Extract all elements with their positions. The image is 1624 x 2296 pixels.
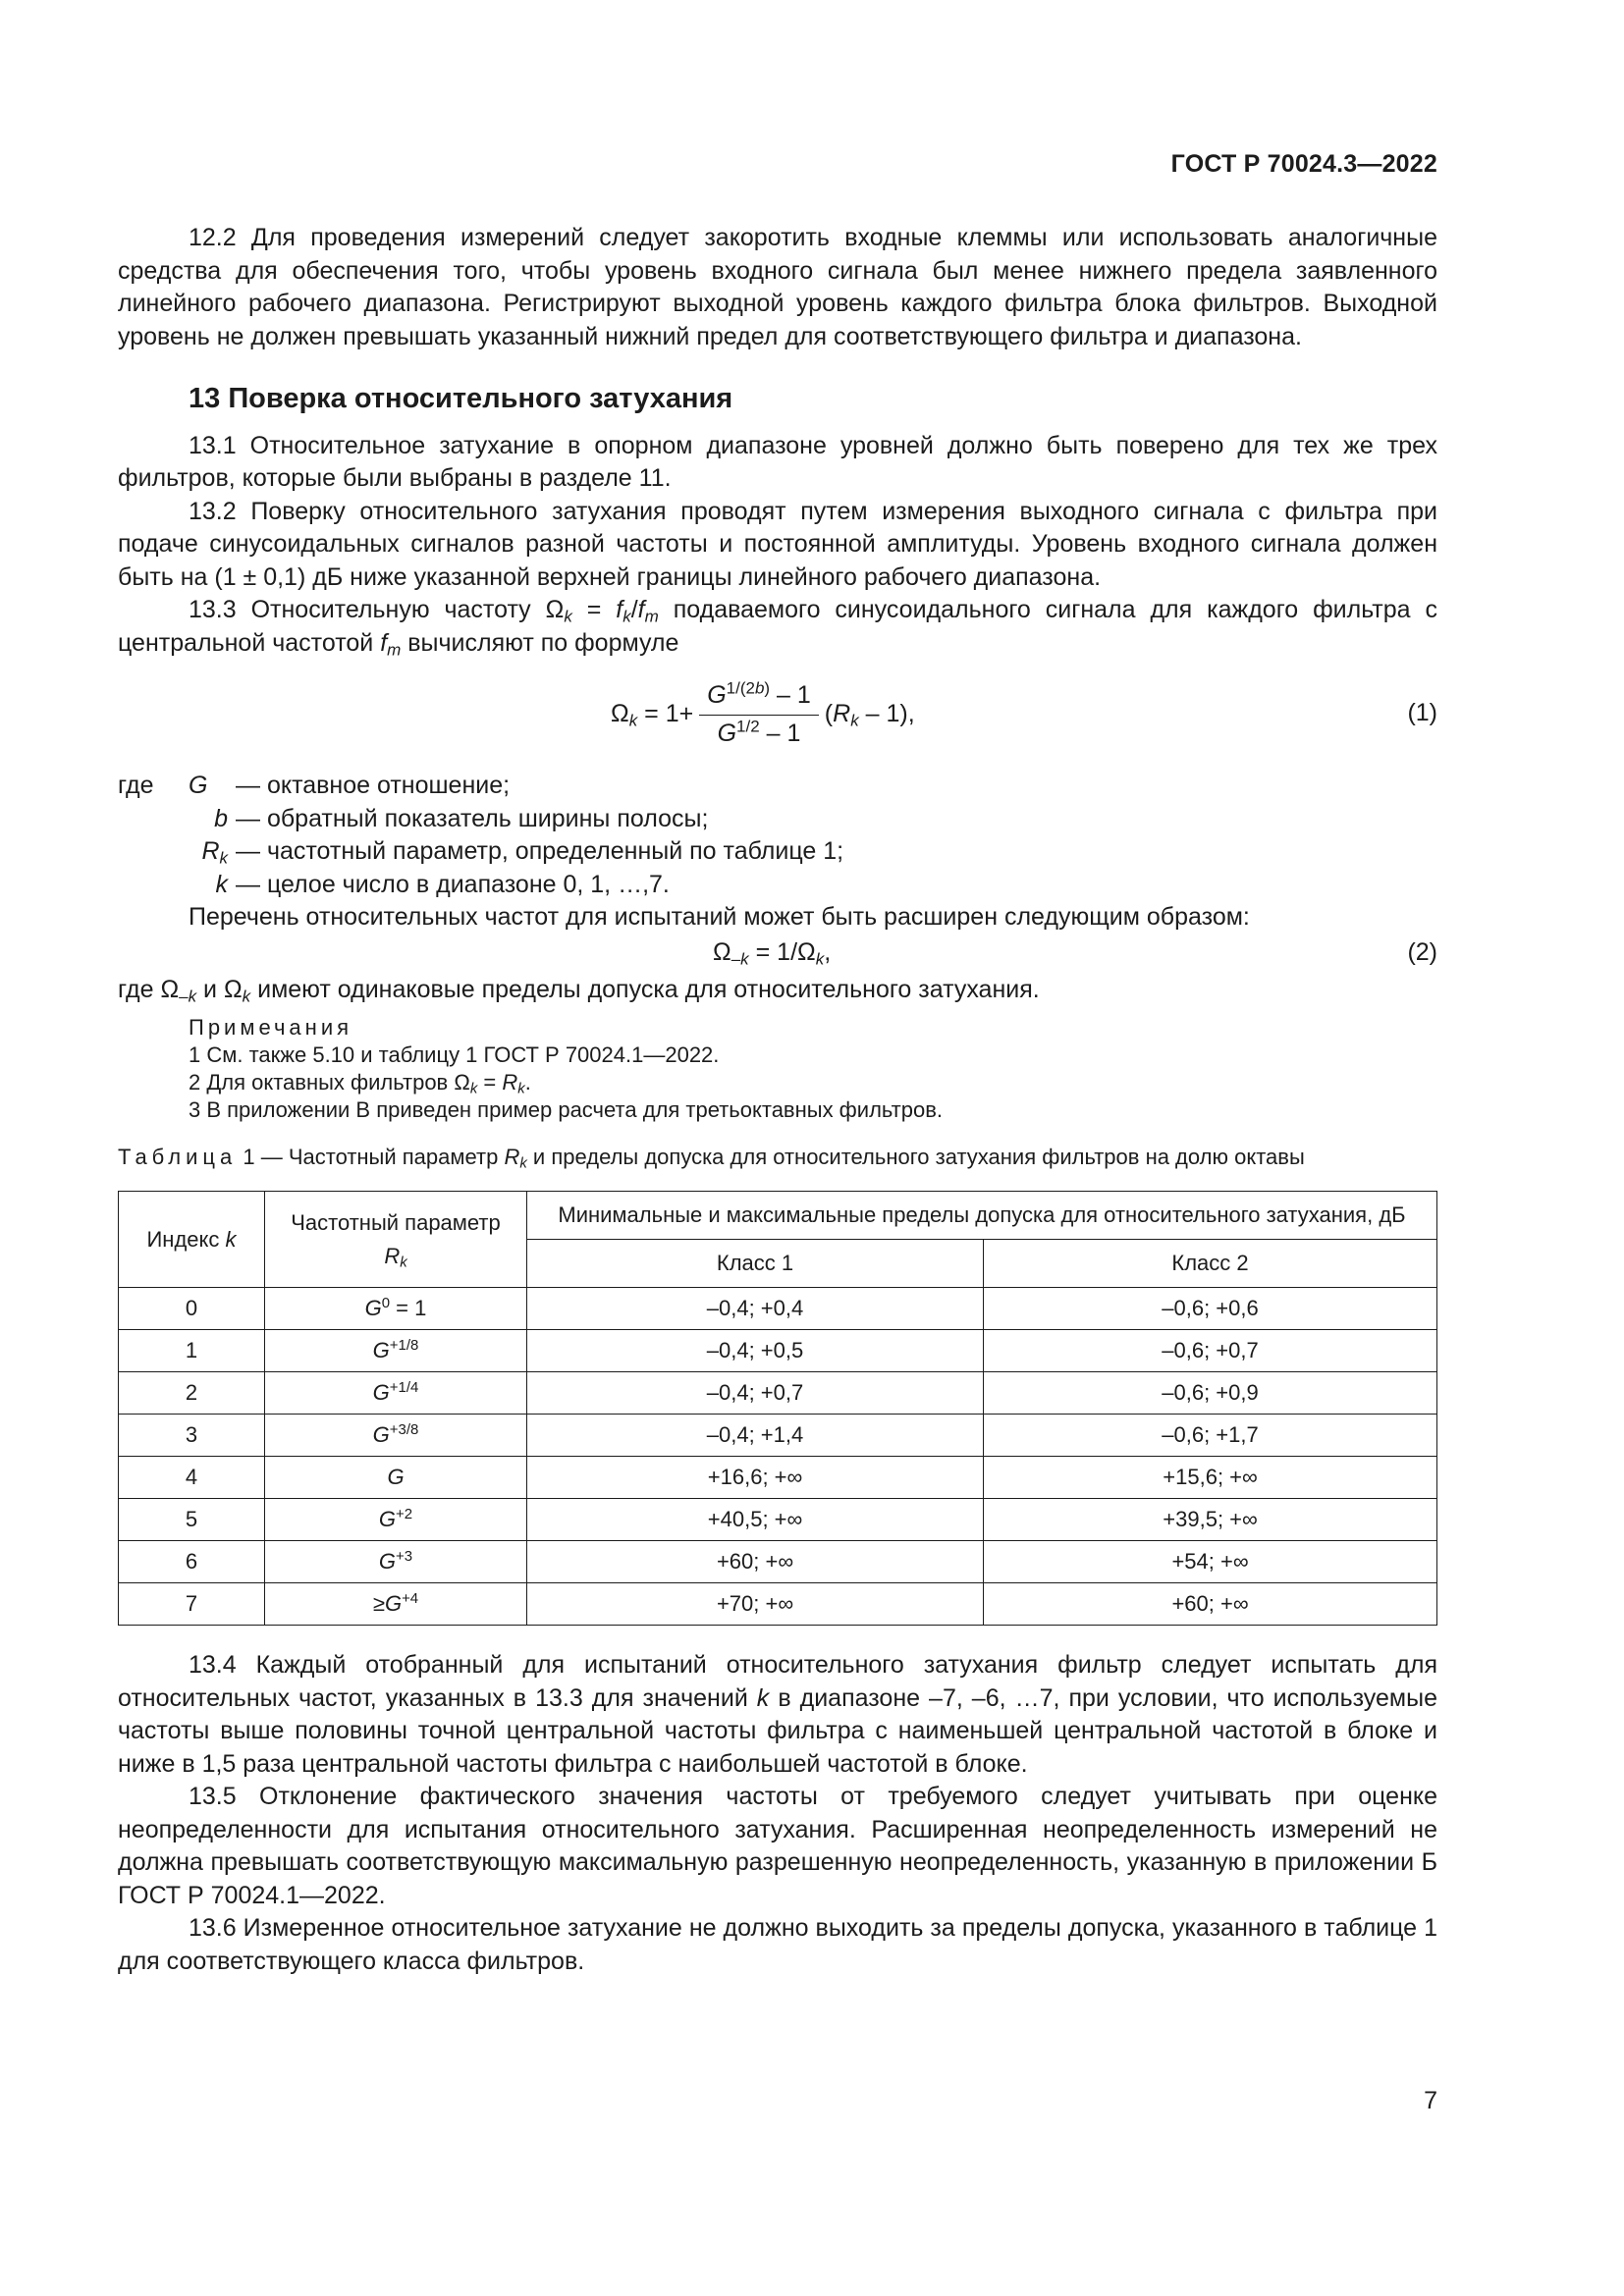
fm-symbol: $f_m$ [380,628,402,659]
param-base: G [372,1422,390,1448]
cell-class2: +54; +∞ [984,1541,1437,1583]
cell-index: 2 [119,1372,265,1415]
cell-class2: +60; +∞ [984,1583,1437,1626]
note-1: 1 См. также 5.10 и таблицу 1 ГОСТ Р 70024.1—2022. [189,1042,720,1067]
param-exponent: +3/8 [389,1421,419,1439]
paragraph-13-4: 13.4 Каждый отобранный для испытаний относительного затухания фильтр следует испытать для относительных частот, указанных в 13.3 для значений k в диапазоне –7, –6, …7, при условии, что используемые частоты выше половины точной центральной частоты фильтра с наименьшей центральной частотой в блоке и ниже в 1,5 раза центральной частоты фильтра с наибольшей частотой в блоке. [118,1651,1437,1778]
cell-index: 6 [119,1541,265,1583]
formula-1-number: (1) [1407,699,1437,726]
param-tail: = 1 [390,1296,427,1321]
table-row [119,1330,1437,1372]
formula-1-fraction: $\frac{G^{1/(2b)} - 1}{G^{1/2} - 1}$ [699,679,819,750]
var-symbol-Rk: $R_k$ [201,837,228,868]
paragraph-extend: Перечень относительных частот для испытаний может быть расширен следующим образом: [189,903,1250,931]
cell-index: 3 [119,1415,265,1457]
variable-definitions [118,770,1437,901]
cell-param [265,1372,527,1415]
cell-class1: +40,5; +∞ [527,1499,984,1541]
cell-index: 7 [119,1583,265,1626]
cell-param [265,1499,527,1541]
formula-2-expression: $\Omega_{-k} = 1/\Omega_k$, [713,937,832,968]
param-base: G [378,1507,397,1532]
var-symbol-k: k [215,870,228,898]
table-row [119,1415,1437,1457]
notes-block [118,1014,1437,1124]
cell-param [265,1457,527,1499]
cell-class2: –0,6; +1,7 [984,1415,1437,1457]
table-header-class2: Класс 2 [984,1240,1437,1288]
cell-class1: –0,4; +0,7 [527,1372,984,1415]
variable-row: b — обратный показатель ширины полосы; [118,803,1437,836]
cell-index: 1 [119,1330,265,1372]
cell-index: 5 [119,1499,265,1541]
table-header-index: Индекс k [119,1192,265,1288]
param-base: G [387,1465,405,1490]
cell-class2: –0,6; +0,6 [984,1288,1437,1330]
table-row [119,1499,1437,1541]
cell-class1: –0,4; +0,5 [527,1330,984,1372]
param-base: ≥G [372,1591,403,1617]
table-header-param: Частотный параметр $R_k$ [265,1192,527,1288]
table-row [119,1288,1437,1330]
cell-param [265,1541,527,1583]
document-body [118,222,1437,1978]
table-row [119,1583,1437,1626]
notes-title: Примечания [189,1015,353,1040]
table-body [119,1288,1437,1626]
param-base: G [378,1549,397,1575]
paragraph-where-2: где $\Omega_{-k}$ и $\Omega_k$ имеют одинаковые пределы допуска для относительного затухания. [118,975,1040,1005]
variable-row: где G — октавное отношение; [118,770,1437,803]
table-row [119,1372,1437,1415]
cell-class1: –0,4; +1,4 [527,1415,984,1457]
section-13-heading: 13 Поверка относительного затухания [189,383,733,414]
variable-row: k — целое число в диапазоне 0, 1, …,7. [118,869,1437,902]
cell-param [265,1288,527,1330]
param-exponent: 0 [381,1295,391,1312]
cell-index: 4 [119,1457,265,1499]
table-caption: Таблица 1 — Частотный параметр $R_k$ и пределы допуска для относительного затухания фильтров на долю октавы [118,1145,1305,1172]
param-base: G [372,1380,390,1406]
cell-param [265,1330,527,1372]
formula-1 [118,664,1437,766]
table-row [119,1541,1437,1583]
cell-param [265,1415,527,1457]
document-header: ГОСТ Р 70024.3—2022 [1170,150,1437,178]
paragraph-13-2: 13.2 Поверку относительного затухания проводят путем измерения выходного сигнала с фильтра при подаче синусоидальных сигналов разной частоты и постоянной амплитуды. Уровень входного сигнала должен быть на (1 ± 0,1) дБ ниже указанной верхней границы линейного рабочего диапазона. [118,497,1437,591]
formula-2 [118,934,1437,974]
param-exponent: +4 [402,1590,419,1608]
tolerance-table [118,1191,1437,1626]
table-header-limits: Минимальные и максимальные пределы допуска для относительного затухания, дБ [527,1192,1437,1240]
var-symbol-G: G [189,772,208,799]
omega-k-symbol: $\Omega_k = f_k/f_m$ [545,596,659,626]
note-3: 3 В приложении В приведен пример расчета для третьоктавных фильтров. [189,1097,944,1122]
cell-class2: +15,6; +∞ [984,1457,1437,1499]
param-exponent: +1/8 [389,1337,419,1355]
paragraph-13-1: 13.1 Относительное затухание в опорном диапазоне уровней должно быть поверено для тех же трех фильтров, которые были выбраны в разделе 11. [118,431,1437,492]
table-row [119,1457,1437,1499]
cell-param [265,1583,527,1626]
param-base: G [372,1338,390,1363]
param-base: G [364,1296,382,1321]
param-exponent: +1/4 [389,1379,419,1397]
cell-class2: –0,6; +0,9 [984,1372,1437,1415]
cell-class1: –0,4; +0,4 [527,1288,984,1330]
param-exponent: +2 [396,1506,413,1523]
cell-class1: +70; +∞ [527,1583,984,1626]
cell-index: 0 [119,1288,265,1330]
paragraph-13-6: 13.6 Измеренное относительное затухание не должно выходить за пределы допуска, указанного в таблице 1 для соответствующего класса фильтров. [118,1914,1437,1975]
var-symbol-b: b [214,804,228,832]
paragraph-13-5: 13.5 Отклонение фактического значения частоты от требуемого следует учитывать при оценке неопределенности для испытания относительного затухания. Расширенная неопределенность измерений не должна превышать соответствующую максимальную разрешенную неопределенность, указанную в приложении Б ГОСТ Р 70024.1—2022. [118,1783,1437,1909]
formula-2-number: (2) [1407,937,1437,966]
variable-row: $R_k$ — частотный параметр, определенный по таблице 1; [118,835,1437,869]
cell-class1: +16,6; +∞ [527,1457,984,1499]
paragraph-13-3: 13.3 Относительную частоту $\Omega_k = f_k/f_m$ подаваемого синусоидального сигнала для каждого фильтра с центральной частотой $f_m$ вычисляют по формуле [118,596,1437,659]
param-exponent: +3 [396,1548,413,1566]
cell-class2: –0,6; +0,7 [984,1330,1437,1372]
table-header-class1: Класс 1 [527,1240,984,1288]
cell-class2: +39,5; +∞ [984,1499,1437,1541]
cell-class1: +60; +∞ [527,1541,984,1583]
page-number: 7 [1424,2087,1437,2114]
formula-1-expression: $\Omega_k = 1+$ $\frac{G^{1/(2b)} - 1}{G^{1/2} - 1}$ $(R_k - 1)$, [611,664,915,766]
note-2: 2 Для октавных фильтров $\Omega_k = R_k$. [189,1070,531,1097]
paragraph-12-2: 12.2 Для проведения измерений следует закоротить входные клеммы или использовать аналогичные средства для обеспечения того, чтобы уровень входного сигнала был менее нижнего предела заявленного линейного рабочего диапазона. Регистрируют выходной уровень каждого фильтра блока фильтров. Выходной уровень не должен превышать указанный нижний предел для соответствующего фильтра и диапазона. [118,224,1437,350]
